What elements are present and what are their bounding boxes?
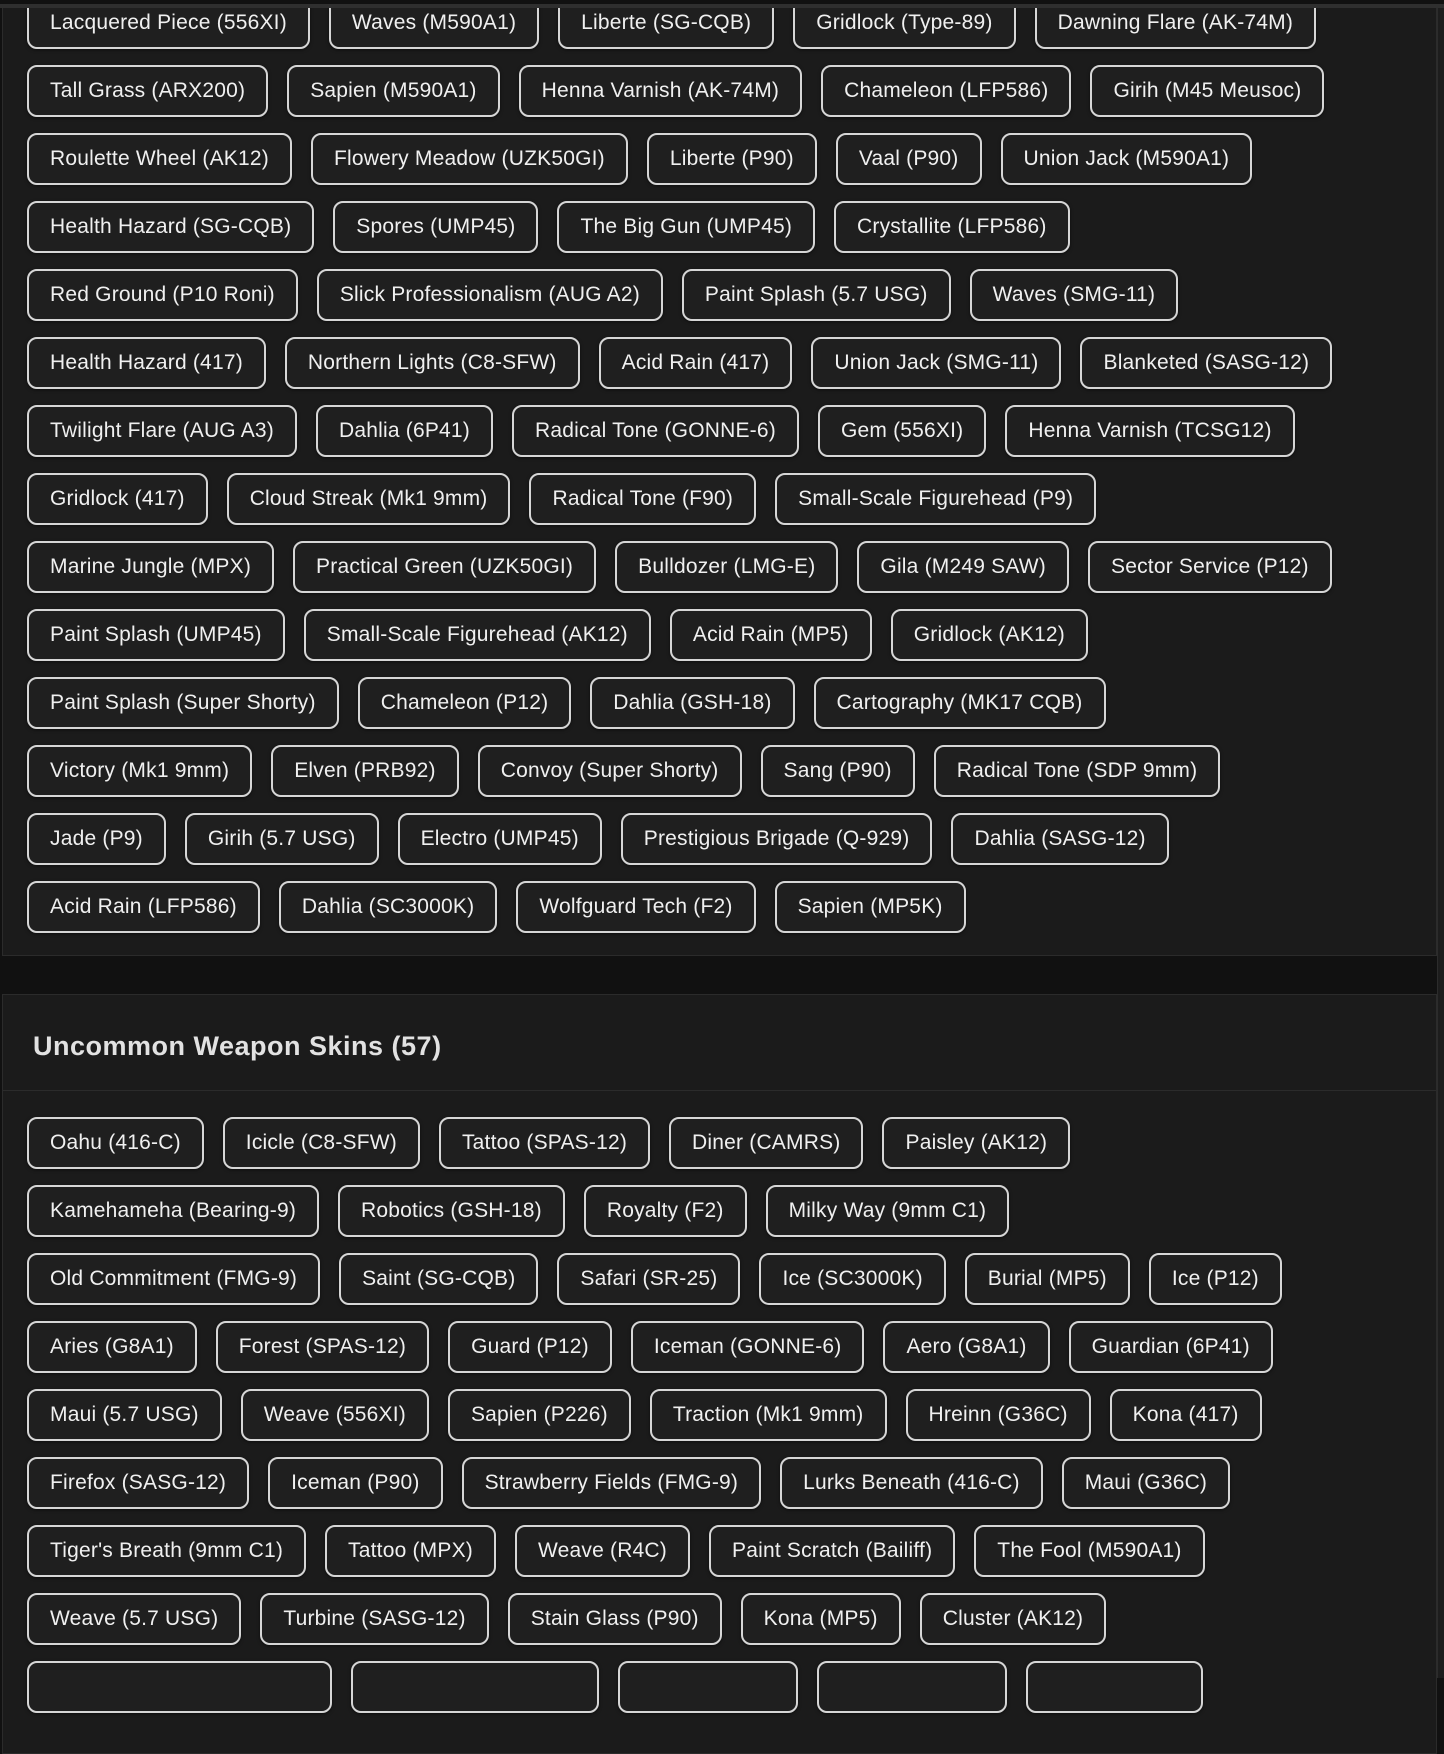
skin-chip[interactable]: Elven (PRB92) — [271, 745, 459, 797]
skin-chip[interactable]: Firefox (SASG-12) — [27, 1457, 249, 1509]
skin-chip[interactable]: Girih (M45 Meusoc) — [1090, 65, 1324, 117]
chip-row — [27, 677, 1412, 729]
skin-chip[interactable]: Kona (MP5) — [741, 1593, 901, 1645]
skin-chip[interactable]: Icicle (C8-SFW) — [223, 1117, 420, 1169]
scrollbar-track — [1437, 4, 1444, 1678]
chip-row — [27, 541, 1412, 593]
skin-chip[interactable]: Tattoo (MPX) — [325, 1525, 496, 1577]
skin-chip[interactable]: Maui (5.7 USG) — [27, 1389, 222, 1441]
skin-chip[interactable]: Paisley (AK12) — [882, 1117, 1070, 1169]
skin-chip[interactable]: Health Hazard (417) — [27, 337, 266, 389]
skin-chip[interactable]: Gridlock (AK12) — [891, 609, 1088, 661]
chip-row — [27, 405, 1412, 457]
skin-chip[interactable] — [1026, 1661, 1203, 1713]
skin-chip[interactable]: Gem (556XI) — [818, 405, 986, 457]
skin-chip[interactable]: Aries (G8A1) — [27, 1321, 197, 1373]
skin-chip[interactable]: Wolfguard Tech (F2) — [516, 881, 755, 933]
chip-row — [27, 1457, 1412, 1509]
chip-row — [27, 881, 1412, 933]
skin-chip[interactable]: Paint Splash (5.7 USG) — [682, 269, 951, 321]
skin-chip[interactable]: Jade (P9) — [27, 813, 166, 865]
skin-chip[interactable]: Paint Splash (UMP45) — [27, 609, 285, 661]
chip-row — [27, 1525, 1412, 1577]
skin-chip[interactable]: Acid Rain (MP5) — [670, 609, 872, 661]
skin-chip[interactable]: Milky Way (9mm C1) — [766, 1185, 1010, 1237]
skin-chip[interactable]: Aero (G8A1) — [883, 1321, 1049, 1373]
chip-row — [27, 813, 1412, 865]
skin-chip[interactable]: Union Jack (SMG-11) — [811, 337, 1061, 389]
skin-chip[interactable]: Strawberry Fields (FMG-9) — [462, 1457, 762, 1509]
skin-chip[interactable]: Tiger's Breath (9mm C1) — [27, 1525, 306, 1577]
skin-chip[interactable]: Crystallite (LFP586) — [834, 201, 1070, 253]
skin-chip[interactable]: Marine Jungle (MPX) — [27, 541, 274, 593]
skin-chip[interactable]: Electro (UMP45) — [398, 813, 602, 865]
skin-chip[interactable]: Burial (MP5) — [965, 1253, 1130, 1305]
skin-chip[interactable]: Girih (5.7 USG) — [185, 813, 379, 865]
chip-row — [27, 745, 1412, 797]
skin-chip[interactable]: Weave (556XI) — [241, 1389, 429, 1441]
skin-chip[interactable]: Northern Lights (C8-SFW) — [285, 337, 580, 389]
skin-chip[interactable]: Kona (417) — [1110, 1389, 1262, 1441]
chip-row — [27, 1185, 1412, 1237]
skin-chip[interactable]: Health Hazard (SG-CQB) — [27, 201, 314, 253]
skin-chip[interactable]: Radical Tone (GONNE-6) — [512, 405, 799, 457]
skin-chip[interactable]: Gridlock (417) — [27, 473, 208, 525]
skin-chip[interactable]: Liberte (SG-CQB) — [558, 4, 774, 49]
skin-chip[interactable] — [351, 1661, 599, 1713]
chip-row — [27, 337, 1412, 389]
skin-chip[interactable]: Sang (P90) — [761, 745, 915, 797]
skin-chip[interactable]: Liberte (P90) — [647, 133, 817, 185]
skin-chip[interactable]: Old Commitment (FMG-9) — [27, 1253, 320, 1305]
skin-chip[interactable]: Victory (Mk1 9mm) — [27, 745, 252, 797]
skin-chip[interactable]: Convoy (Super Shorty) — [478, 745, 742, 797]
skin-chip[interactable]: Robotics (GSH-18) — [338, 1185, 565, 1237]
skin-chip[interactable]: Blanketed (SASG-12) — [1080, 337, 1332, 389]
skin-chip[interactable]: Safari (SR-25) — [557, 1253, 740, 1305]
skin-chip[interactable]: Dawning Flare (AK-74M) — [1035, 4, 1316, 49]
skin-chip[interactable]: Waves (M590A1) — [329, 4, 539, 49]
skin-chip[interactable]: Acid Rain (417) — [599, 337, 793, 389]
chip-grid — [3, 5, 1436, 955]
skin-chip[interactable]: Red Ground (P10 Roni) — [27, 269, 298, 321]
skin-chip[interactable]: Prestigious Brigade (Q-929) — [621, 813, 933, 865]
skin-chip[interactable]: Spores (UMP45) — [333, 201, 538, 253]
skin-chip[interactable]: Gila (M249 SAW) — [857, 541, 1069, 593]
skin-chip[interactable]: Vaal (P90) — [836, 133, 982, 185]
section-title: Uncommon Weapon Skins (57) — [33, 1031, 442, 1061]
skin-chip[interactable]: Tattoo (SPAS-12) — [439, 1117, 650, 1169]
skin-chip[interactable]: Saint (SG-CQB) — [339, 1253, 538, 1305]
skin-chip[interactable]: Chameleon (LFP586) — [821, 65, 1071, 117]
skin-chip[interactable]: Small-Scale Figurehead (AK12) — [304, 609, 651, 661]
skin-chip[interactable]: The Big Gun (UMP45) — [557, 201, 815, 253]
skin-chip[interactable]: Guard (P12) — [448, 1321, 612, 1373]
skin-chip[interactable]: Lacquered Piece (556XI) — [27, 4, 310, 49]
uncommon-weapon-skins-section — [2, 994, 1437, 1754]
chip-grid — [3, 1091, 1436, 1753]
chip-row — [27, 1389, 1412, 1441]
skin-chip[interactable]: Iceman (GONNE-6) — [631, 1321, 865, 1373]
skin-chip[interactable]: Hreinn (G36C) — [906, 1389, 1091, 1441]
chip-row-partial — [27, 1661, 1412, 1713]
skin-chip[interactable]: Dahlia (6P41) — [316, 405, 493, 457]
skin-chip[interactable]: Paint Scratch (Bailiff) — [709, 1525, 955, 1577]
skin-chip[interactable] — [817, 1661, 1007, 1713]
chip-row — [27, 473, 1412, 525]
skin-chip[interactable]: Forest (SPAS-12) — [216, 1321, 429, 1373]
skin-chip[interactable]: The Fool (M590A1) — [974, 1525, 1204, 1577]
skin-chip[interactable]: Dahlia (SC3000K) — [279, 881, 497, 933]
top-edge-strip — [0, 4, 1444, 8]
chip-row — [27, 4, 1412, 49]
skin-chip[interactable]: Kamehameha (Bearing-9) — [27, 1185, 319, 1237]
skin-chip[interactable]: Flowery Meadow (UZK50GI) — [311, 133, 628, 185]
skin-chip[interactable]: Tall Grass (ARX200) — [27, 65, 268, 117]
skin-chip[interactable]: Waves (SMG-11) — [970, 269, 1179, 321]
skin-chip[interactable]: Dahlia (GSH-18) — [590, 677, 794, 729]
skin-chip[interactable] — [27, 1661, 332, 1713]
skin-sections — [0, 4, 1437, 1754]
skin-chip[interactable]: Guardian (6P41) — [1069, 1321, 1273, 1373]
skin-chip[interactable]: Iceman (P90) — [268, 1457, 442, 1509]
skin-chip[interactable]: Practical Green (UZK50GI) — [293, 541, 596, 593]
skin-chip[interactable]: Maui (G36C) — [1062, 1457, 1230, 1509]
skin-chip[interactable]: Sector Service (P12) — [1088, 541, 1332, 593]
skin-chip[interactable]: Henna Varnish (AK-74M) — [519, 65, 802, 117]
skin-chip[interactable]: Diner (CAMRS) — [669, 1117, 863, 1169]
skin-chip[interactable]: Sapien (MP5K) — [775, 881, 966, 933]
skin-chip[interactable]: Union Jack (M590A1) — [1001, 133, 1253, 185]
chip-row — [27, 1117, 1412, 1169]
skin-chip[interactable] — [618, 1661, 798, 1713]
skin-chip[interactable]: Weave (R4C) — [515, 1525, 690, 1577]
chip-row — [27, 1253, 1412, 1305]
chip-row — [27, 1321, 1412, 1373]
skin-chip[interactable]: Traction (Mk1 9mm) — [650, 1389, 887, 1441]
skin-chip[interactable]: Small-Scale Figurehead (P9) — [775, 473, 1096, 525]
skin-chip[interactable]: Stain Glass (P90) — [508, 1593, 722, 1645]
skin-chip[interactable]: Radical Tone (F90) — [529, 473, 756, 525]
skin-chip[interactable]: Twilight Flare (AUG A3) — [27, 405, 297, 457]
skin-chip[interactable]: Chameleon (P12) — [358, 677, 572, 729]
skin-chip[interactable]: Acid Rain (LFP586) — [27, 881, 260, 933]
skin-chip[interactable]: Sapien (P226) — [448, 1389, 631, 1441]
skin-chip[interactable]: Slick Professionalism (AUG A2) — [317, 269, 663, 321]
chip-row — [27, 609, 1412, 661]
skin-chip[interactable]: Oahu (416-C) — [27, 1117, 204, 1169]
skin-chip[interactable]: Cluster (AK12) — [920, 1593, 1107, 1645]
skin-chip[interactable]: Bulldozer (LMG-E) — [615, 541, 838, 593]
skin-chip[interactable]: Lurks Beneath (416-C) — [780, 1457, 1043, 1509]
chip-row — [27, 1593, 1412, 1645]
section-header — [3, 995, 1436, 1090]
skin-chip[interactable]: Turbine (SASG-12) — [260, 1593, 488, 1645]
skin-chip[interactable]: Henna Varnish (TCSG12) — [1005, 405, 1294, 457]
skin-chip[interactable]: Weave (5.7 USG) — [27, 1593, 241, 1645]
skin-chip[interactable]: Cloud Streak (Mk1 9mm) — [227, 473, 511, 525]
weapon-skins-section-top — [2, 4, 1437, 956]
skin-chip[interactable]: Gridlock (Type-89) — [793, 4, 1015, 49]
skin-chip[interactable]: Paint Splash (Super Shorty) — [27, 677, 339, 729]
skin-chip[interactable]: Cartography (MK17 CQB) — [814, 677, 1106, 729]
skin-chip[interactable]: Ice (P12) — [1149, 1253, 1282, 1305]
skin-chip[interactable]: Royalty (F2) — [584, 1185, 747, 1237]
skin-chip[interactable]: Dahlia (SASG-12) — [951, 813, 1168, 865]
skin-chip[interactable]: Ice (SC3000K) — [759, 1253, 945, 1305]
chip-row — [27, 133, 1412, 185]
chip-row — [27, 269, 1412, 321]
chip-row — [27, 65, 1412, 117]
skin-chip[interactable]: Sapien (M590A1) — [287, 65, 499, 117]
skin-chip[interactable]: Radical Tone (SDP 9mm) — [934, 745, 1221, 797]
skin-chip[interactable]: Roulette Wheel (AK12) — [27, 133, 292, 185]
chip-row — [27, 201, 1412, 253]
